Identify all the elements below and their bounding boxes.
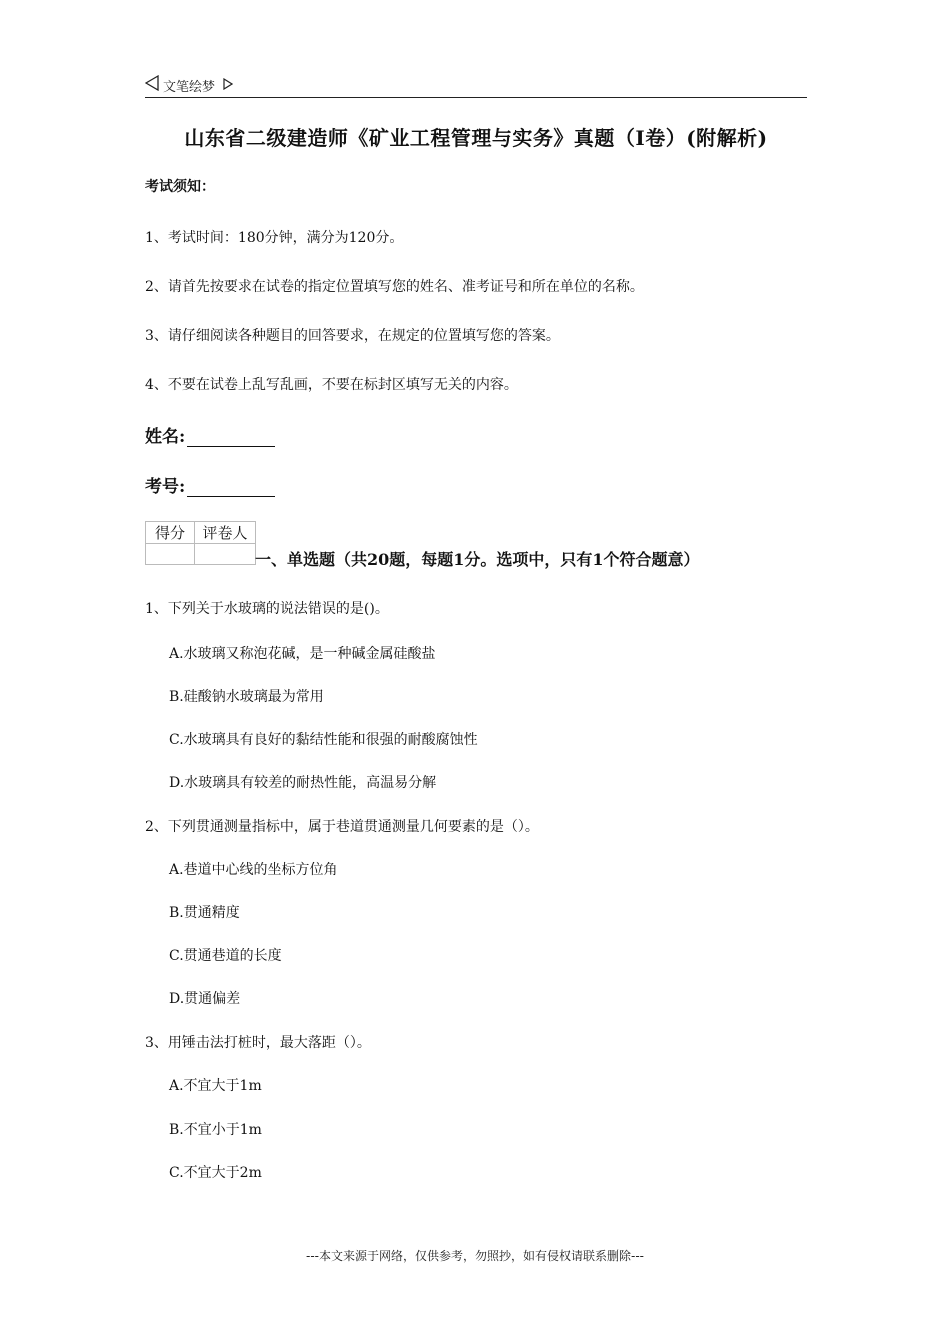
triangle-right-icon	[223, 78, 233, 93]
question-option: A.水玻璃又称泡花碱，是一种碱金属硅酸盐	[169, 646, 436, 662]
question-stem: 2、下列贯通测量指标中，属于巷道贯通测量几何要素的是（）。	[145, 819, 539, 835]
question-option: D.贯通偏差	[169, 991, 241, 1007]
header-brand	[145, 74, 233, 96]
question-option: B.贯通精度	[169, 905, 240, 921]
exam-id-blank[interactable]	[187, 478, 275, 497]
triangle-left-icon	[145, 75, 159, 95]
exam-id-field	[145, 472, 275, 497]
grader-cell[interactable]	[195, 544, 256, 565]
question-stem: 3、用锤击法打桩时，最大落距（）。	[145, 1035, 371, 1051]
notice-item: 2、请首先按要求在试卷的指定位置填写您的姓名、准考证号和所在单位的名称。	[145, 279, 644, 295]
question-option: A.巷道中心线的坐标方位角	[169, 862, 338, 878]
name-label: 姓名:	[145, 427, 186, 447]
question-option: D.水玻璃具有较差的耐热性能，高温易分解	[169, 775, 437, 791]
brand-text: 文笔绘梦	[163, 79, 216, 95]
question-stem: 1、下列关于水玻璃的说法错误的是()。	[145, 601, 389, 617]
document-title: 山东省二级建造师《矿业工程管理与实务》真题（I卷）(附解析)	[184, 126, 768, 150]
score-header: 得分	[146, 522, 195, 544]
question-option: A.不宜大于1m	[169, 1078, 262, 1094]
question-option: C.水玻璃具有良好的黏结性能和很强的耐酸腐蚀性	[169, 732, 478, 748]
score-table	[145, 521, 256, 565]
name-field	[145, 422, 275, 447]
notice-item: 4、不要在试卷上乱写乱画，不要在标封区填写无关的内容。	[145, 377, 518, 393]
header-rule	[145, 97, 807, 98]
exam-id-label: 考号:	[145, 477, 186, 497]
score-cell[interactable]	[146, 544, 195, 565]
notice-item: 1、考试时间：180分钟，满分为120分。	[145, 230, 404, 246]
grader-header: 评卷人	[195, 522, 256, 544]
question-option: C.不宜大于2m	[169, 1165, 262, 1181]
question-option: B.硅酸钠水玻璃最为常用	[169, 689, 324, 705]
section-title: 一、单选题（共20题，每题1分。选项中，只有1个符合题意）	[255, 550, 700, 569]
notice-item: 3、请仔细阅读各种题目的回答要求，在规定的位置填写您的答案。	[145, 328, 560, 344]
question-option: B.不宜小于1m	[169, 1122, 262, 1138]
notice-label: 考试须知：	[145, 179, 215, 195]
question-option: C.贯通巷道的长度	[169, 948, 282, 964]
name-blank[interactable]	[187, 428, 275, 447]
footer-disclaimer: ---本文来源于网络，仅供参考，勿照抄，如有侵权请联系删除---	[306, 1249, 644, 1263]
